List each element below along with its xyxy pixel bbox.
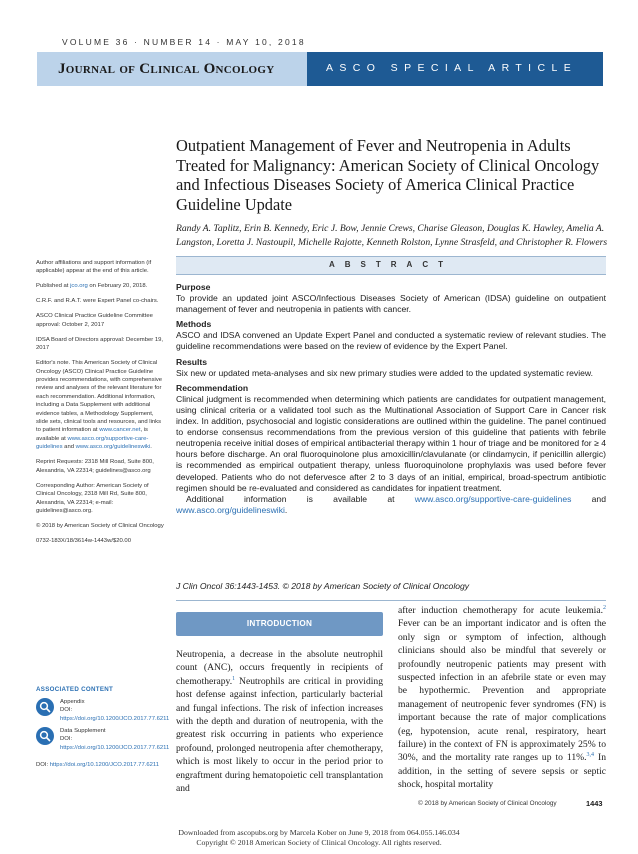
corresponding-author: Corresponding Author: American Society of Clinical Oncology, 2318 Mill Rd, Suite 800, Alexandria, VA 22314; e-mail: guidelines@asco.org. [36, 482, 149, 514]
supportive-care-guidelines-link[interactable]: www.asco.org/supportive-care-guidelines [414, 493, 572, 504]
reference-2[interactable]: 2 [603, 604, 606, 611]
idsa-approval: IDSA Board of Directors approval: December 19, 2017 [36, 336, 164, 352]
data-supplement-label: Data Supplement [60, 728, 106, 734]
footer-copyright: © 2018 by American Society of Clinical Oncology [418, 800, 557, 807]
associated-content-heading: ASSOCIATED CONTENT [36, 686, 114, 693]
search-icon[interactable] [36, 698, 54, 716]
abstract-divider [176, 600, 606, 601]
introduction-heading: INTRODUCTION [246, 619, 313, 628]
article-type-label: ASCO SPECIAL ARTICLE [326, 62, 578, 74]
author-list: Randy A. Taplitz, Erin B. Kennedy, Eric J. Bow, Jennie Crews, Charise Gleason, Douglas K. Hawley, Amelia A. Langston, Loretta J. Nastoupil, Michelle Rajotte, Kenneth Rolston, Lynne Strasfeld, and Christopher R. Flowers [176, 223, 608, 248]
page-number: 1443 [586, 799, 603, 808]
recommendation-text: Clinical judgment is recommended when determining which patients are candidates for outpatient management, using clinical criteria or a validated tool such as the Multinational Association of Support Care in Cancer risk index. In addition, psychosocial and logistic considerations are outlined within the guideline. The panel continued to endorse consensus recommendations from the previous version of this guideline that patients with febrile neutropenia receive initial doses of empirical antibacterial therapy within 1 hour of triage and be monitored for ≥ 4 hours before discharge. An oral fluoroquinolone plus amoxicillin/clavulanate (or clindamycin, if penicillin allergic) is recommended as empirical outpatient therapy, unless fluoroquinolone prophylaxis was used before fever developed. Patients who do not defervesce after 2 to 3 days of an initial, empirical, broad-spectrum antibiotic regimen should be re-evaluated and considered as candidates for inpatient treatment. [176, 393, 606, 493]
article-doi-link[interactable]: https://doi.org/10.1200/JCO.2017.77.6211 [49, 762, 160, 768]
abstract-heading: ABSTRACT [329, 260, 453, 269]
supplement-doi-link[interactable]: https://doi.org/10.1200/JCO.2017.77.6211 [60, 744, 170, 751]
guidelineswiki-link[interactable]: www.asco.org/guidelineswiki [75, 444, 151, 451]
article-doi: DOI: https://doi.org/10.1200/JCO.2017.77.6211 [36, 762, 160, 768]
reprint-requests: Reprint Requests: 2318 Mill Road, Suite 800, Alexandria, VA 22314; guidelines@asco.org [36, 459, 154, 474]
volume-line: VOLUME 36 · NUMBER 14 · MAY 10, 2018 [62, 37, 306, 47]
cochairs-note: C.R.F. and R.A.T. were Expert Panel co-chairs. [36, 298, 159, 305]
body-column-right: after induction chemotherapy for acute leukemia.$^2$ Fever can be an important indicator and is often the only sign or symptom of infection, although clinicians should also be mindful that severely or profoundly neutropenic patients may present with suspected infection in an afebrile state or even may be hypothermic. Prevention and appropriate management of neutropenic fever syndromes (FN) is important because the rate of major complications (eg, hypotension, acute renal, respiratory, heart failure) in the context of FN is approximately 25% to 30%, and the mortality rate ranges up to 11%.$^{3,4}$ In addition, in the setting of severe sepsis or septic shock, hospital mortality [398, 604, 607, 791]
additional-info: Additional information is available at www.asco.org/supportive-care-guidelines and www.asco.org/guidelineswiki. [176, 493, 606, 515]
asco-approval: ASCO Clinical Practice Guideline Committee approval: October 2, 2017 [36, 313, 153, 328]
search-icon[interactable] [36, 727, 54, 745]
editors-note: Editor's note. This American Society of Clinical Oncology (ASCO) Clinical Practice Guideline provides recommendations, with comprehensive review and analyses of the relevant literature for each recommendation. Additional information, including a Data Supplement with additional evidence tables, a Methodology Supplement, slide sets, clinical tools and resources, and links to patient information at www.cancer.net, is available at www.asco.org/supportive-care-guidelines and www.asco.org/guidelineswiki. [36, 360, 163, 451]
body-column-left: Neutropenia, a decrease in the absolute neutrophil count (ANC), occurs frequently in recipients of chemotherapy.$^1$ Neutrophils are critical in providing host defense against infection, particularly bacterial and fungal infections. The risk of infection increases with the depth and duration of neutropenia, with the greatest risk occurring in patients who experience profound, prolonged neutropenia after chemotherapy, which is most likely to occur in the period prior to engraftment during hematopoietic cell transplantation and [176, 649, 383, 795]
download-notice [0, 828, 638, 847]
supportive-care-link[interactable]: www.asco.org/supportive-care-guidelines [36, 435, 149, 451]
methods-heading: Methods [176, 319, 212, 330]
purpose-text: To provide an updated joint ASCO/Infectious Diseases Society of American (IDSA) guideline on outpatient management of fever and neutropenia in patients with cancer. [176, 293, 606, 315]
guidelineswiki-abstract-link[interactable]: www.asco.org/guidelineswiki [176, 504, 285, 515]
methods-text: ASCO and IDSA convened an Update Expert Panel and conducted a systematic review of relevant studies. The guideline recommendations were based on the review of evidence by the Expert Panel. [176, 330, 606, 352]
download-line: Downloaded from ascopubs.org by Marcela Kober on June 9, 2018 from 064.055.146.034 [178, 828, 460, 837]
reference-3-4[interactable]: 3,4 [586, 752, 595, 759]
published-note: Published at jco.org on February 20, 2018. [36, 283, 148, 290]
appendix-doi-link[interactable]: https://doi.org/10.1200/JCO.2017.77.6211 [60, 715, 170, 722]
results-text: Six new or updated meta-analyses and six new primary studies were added to the updated systematic review. [176, 367, 594, 378]
abstract-body [176, 282, 606, 520]
rights-line: Copyright © 2018 American Society of Clinical Oncology. All rights reserved. [196, 837, 442, 847]
results-heading: Results [176, 356, 208, 367]
purpose-heading: Purpose [176, 282, 211, 292]
cancer-net-link[interactable]: www.cancer.net [99, 427, 141, 434]
citation-line: J Clin Oncol 36:1443-1453. © 2018 by American Society of Clinical Oncology [176, 581, 470, 591]
journal-name: Journal of Clinical Oncology [58, 61, 275, 77]
reference-1[interactable]: 1 [232, 675, 236, 682]
jco-link[interactable]: jco.org [70, 283, 88, 290]
article-title: Outpatient Management of Fever and Neutropenia in Adults Treated for Malignancy: American Society of Clinical Oncology and Infectious Diseases Society of America Clinical Practice Guideline Update [176, 136, 600, 214]
issn: 0732-183X/18/3614w-1443w/$20.00 [36, 537, 131, 544]
sidebar-info [36, 259, 164, 552]
recommendation-heading: Recommendation [176, 382, 249, 393]
appendix-label: Appendix [60, 699, 85, 705]
sidebar-copyright: © 2018 by American Society of Clinical Oncology [36, 522, 164, 529]
affiliations-note: Author affiliations and support information (if applicable) appear at the end of this article. [36, 260, 152, 275]
